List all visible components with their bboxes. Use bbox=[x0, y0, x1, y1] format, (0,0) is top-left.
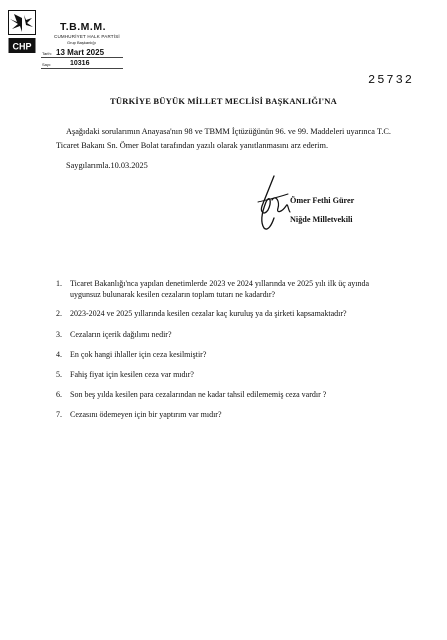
registration-number: 25732 bbox=[368, 73, 415, 87]
stamp-title: T.B.M.M. bbox=[60, 21, 106, 33]
question-text: 2023-2024 ve 2025 yıllarında kesilen cezalar kaç kuruluş ya da şirketi kapsamaktadır? bbox=[70, 309, 347, 318]
logo-text: CHP bbox=[12, 41, 32, 52]
question-text: Cezaların içerik dağılımı nedir? bbox=[70, 330, 172, 339]
question-text: Fahiş fiyat için kesilen ceza var mıdır? bbox=[70, 370, 194, 379]
stamp-number: 10316 bbox=[70, 60, 90, 67]
stamp-divider bbox=[41, 57, 123, 58]
stamp-date: 13 Mart 2025 bbox=[56, 48, 105, 57]
question-number: 5. bbox=[56, 370, 62, 379]
question-number: 6. bbox=[56, 390, 62, 399]
chp-logo bbox=[8, 10, 36, 56]
question-text: Son beş yılda kesilen para cezalarından ne kadar tahsil edilememiş ceza vardır ? bbox=[70, 390, 327, 399]
question-text: Ticaret Bakanlığı'nca yapılan denetimlerde 2023 ve 2024 yıllarında ve 2025 yılı ilk üç ayında uygunsuz bulunarak kesilen cezaların toplam tutarı ne kadardır? bbox=[70, 279, 370, 299]
document-title: TÜRKİYE BÜYÜK MİLLET MECLİSİ BAŞKANLIĞI'NA bbox=[110, 96, 337, 106]
stamp-office: Grup Başkanlığı bbox=[67, 40, 96, 45]
question-number: 2. bbox=[56, 309, 62, 318]
stamp-number-label: Sayı: bbox=[42, 62, 52, 67]
question-text: En çok hangi ihlaller için ceza kesilmiştir? bbox=[70, 350, 207, 359]
signer-role: Niğde Milletvekili bbox=[290, 215, 353, 224]
question-number: 7. bbox=[56, 410, 62, 419]
question-number: 3. bbox=[56, 330, 62, 339]
greeting: Saygılarımla.10.03.2025 bbox=[66, 161, 148, 170]
stamp-date-label: Tarih: bbox=[42, 51, 52, 56]
question-number: 4. bbox=[56, 350, 62, 359]
tbmm-stamp bbox=[8, 10, 123, 67]
question-text: Cezasını ödemeyen için bir yaptırım var mıdır? bbox=[70, 410, 222, 419]
question-number: 1. bbox=[56, 279, 62, 288]
stamp-divider bbox=[41, 68, 123, 69]
document-body: Aşağıdaki sorularımın Anayasa'nın 98 ve TBMM İçtüzüğünün 96. ve 99. Maddeleri uyarınca T.C. Ticaret Bakanı Sn. Ömer Bolat tarafından yazılı olarak yanıtlanmasını arz ederim. bbox=[56, 127, 392, 150]
stamp-party: CUMHURİYET HALK PARTİSİ bbox=[54, 34, 120, 39]
signer-name: Ömer Fethi Gürer bbox=[290, 196, 355, 205]
